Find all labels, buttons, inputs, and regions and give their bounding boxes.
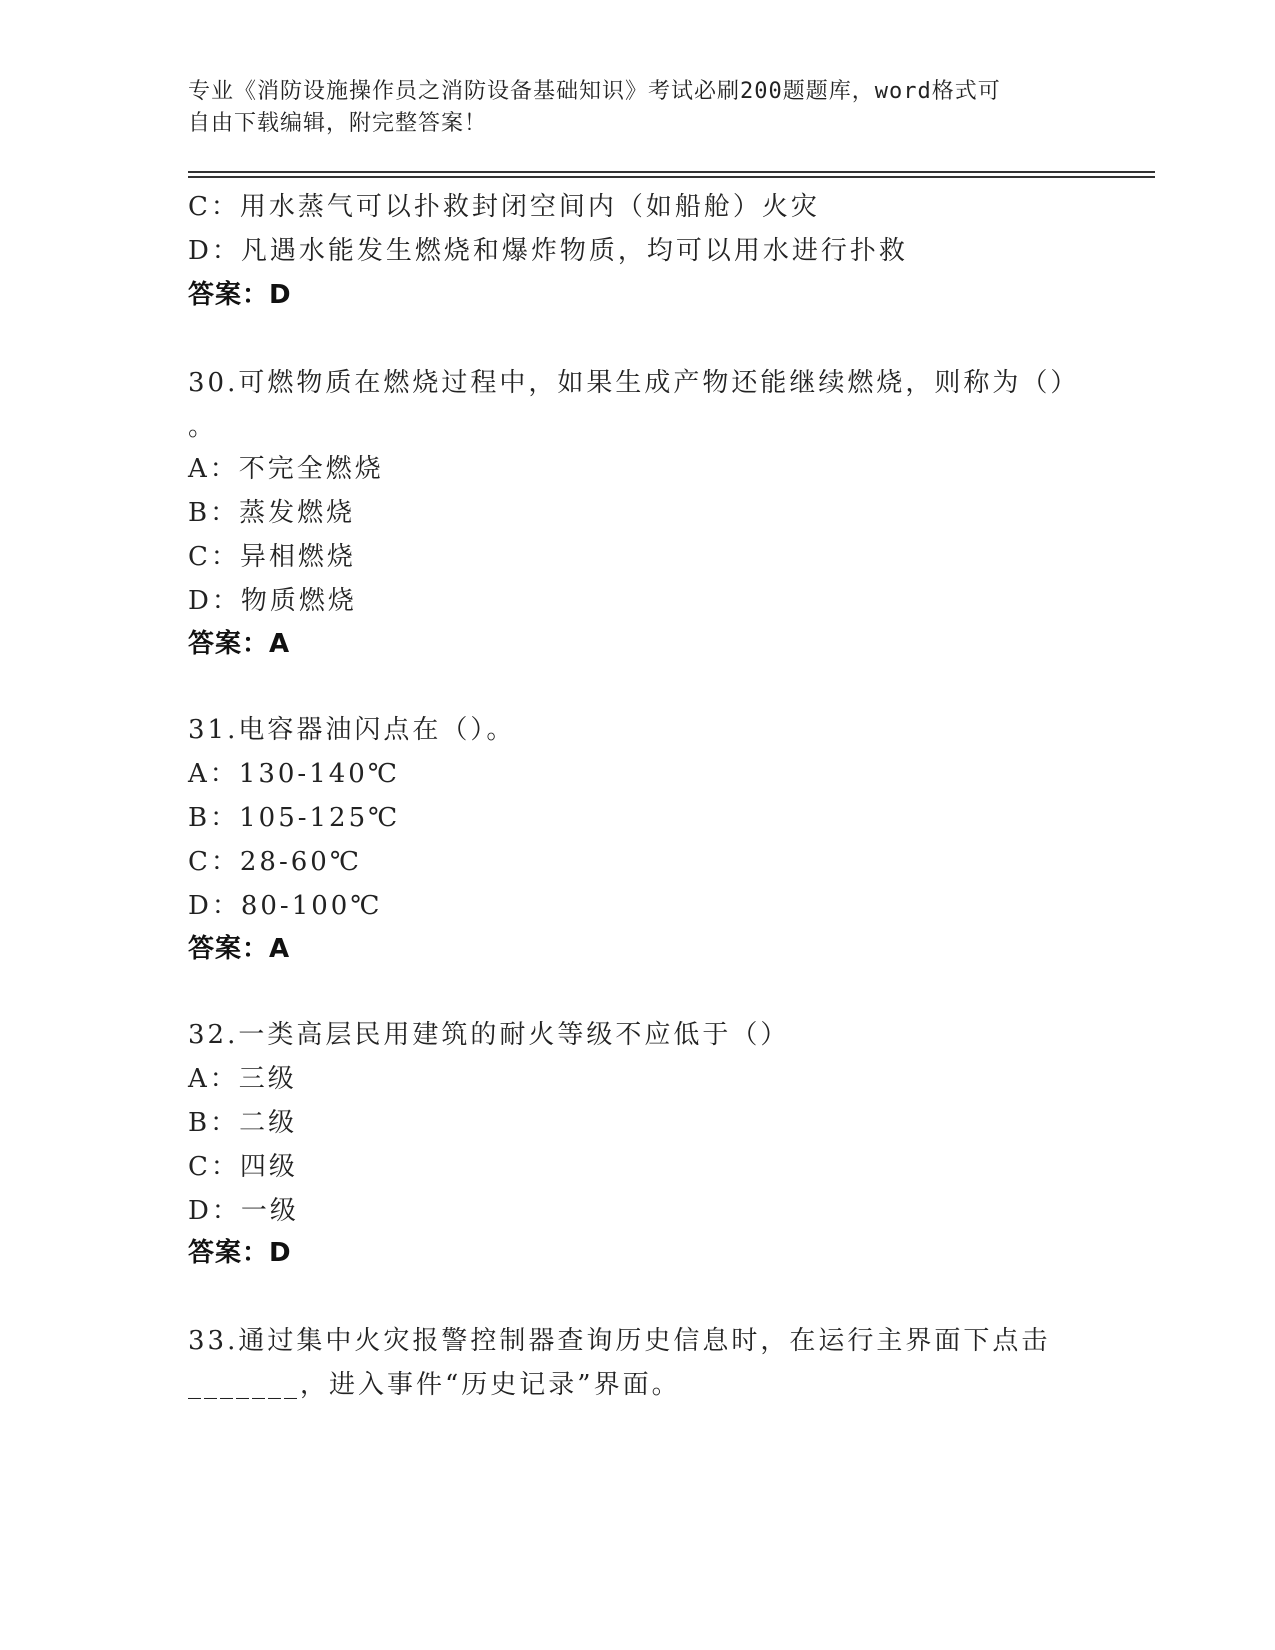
option-d: D：凡遇水能发生燃烧和爆炸物质，均可以用水进行扑救: [188, 236, 908, 266]
answer-label: 答案：D: [188, 1238, 292, 1268]
option-d: D：80-100℃: [188, 891, 383, 921]
question-stem: 30.可燃物质在燃烧过程中，如果生成产物还能继续燃烧，则称为（）: [188, 368, 1080, 398]
option-d: D：物质燃烧: [188, 586, 357, 616]
option-a: A：三级: [188, 1064, 297, 1094]
option-c: C：28-60℃: [188, 847, 362, 877]
option-b: B：二级: [188, 1108, 298, 1138]
document-title-line-1: 专业《消防设施操作员之消防设备基础知识》考试必刷200题题库，word格式可: [188, 79, 1001, 104]
option-a: A：不完全燃烧: [188, 454, 384, 484]
question-stem-continuation: 。: [188, 412, 218, 442]
option-d: D：一级: [188, 1196, 299, 1226]
question-stem: 33.通过集中火灾报警控制器查询历史信息时，在运行主界面下点击: [188, 1326, 1051, 1356]
option-b: B：105-125℃: [188, 803, 401, 833]
option-c: C：四级: [188, 1152, 298, 1182]
option-b: B：蒸发燃烧: [188, 498, 356, 528]
question-stem-continuation: _______，进入事件“历史记录”界面。: [188, 1370, 681, 1400]
document-title-line-2: 自由下载编辑，附完整答案！: [188, 111, 488, 136]
option-c: C：用水蒸气可以扑救封闭空间内（如船舱）火灾: [188, 192, 820, 222]
option-a: A：130-140℃: [188, 759, 400, 789]
answer-label: 答案：A: [188, 934, 291, 964]
header-divider: [188, 171, 1155, 173]
answer-label: 答案：D: [188, 280, 292, 310]
header-divider-secondary: [188, 176, 1155, 178]
option-c: C：异相燃烧: [188, 542, 356, 572]
question-stem: 31.电容器油闪点在（）。: [188, 715, 516, 745]
question-stem: 32.一类高层民用建筑的耐火等级不应低于（）: [188, 1020, 790, 1050]
answer-label: 答案：A: [188, 629, 291, 659]
